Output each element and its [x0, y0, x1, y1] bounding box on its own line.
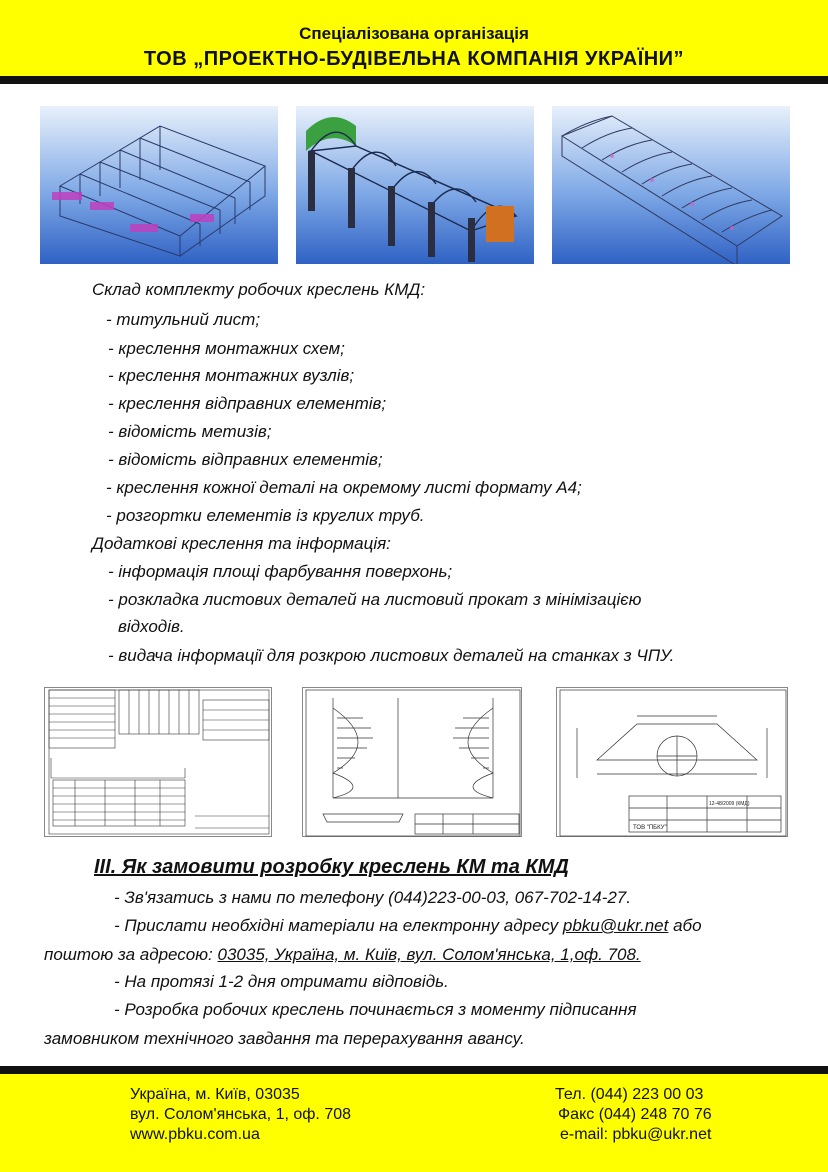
footer-address-line-1: Україна, м. Київ, 03035 — [130, 1086, 300, 1103]
header-banner — [0, 0, 828, 84]
additional-item: - розкладка листових деталей на листовий прокат з мінімізацією — [108, 590, 642, 609]
footer-website-link[interactable]: www.pbku.com.ua — [130, 1126, 260, 1143]
drawing-stamp-code: 12-48/2009 (КМД) — [709, 801, 750, 807]
composition-item: - відомість відправних елементів; — [108, 450, 383, 469]
composition-item: - розгортки елементів із круглих труб. — [106, 506, 425, 525]
additional-item: - інформація площі фарбування поверхонь; — [108, 562, 453, 581]
composition-item: - креслення відправних елементів; — [108, 394, 387, 413]
email-link[interactable]: pbku@ukr.net — [562, 916, 669, 935]
composition-heading: Склад комплекту робочих креслень КМД: — [92, 280, 426, 299]
drawing-thumbnail-2 — [302, 687, 522, 837]
order-line-response: - На протязі 1-2 дня отримати відповідь. — [114, 972, 449, 991]
render-image-2 — [296, 106, 534, 264]
order-line-start-continuation: замовником технічного завдання та перерахування авансу. — [44, 1029, 525, 1048]
order-email-suffix: або — [668, 916, 702, 935]
order-line-address — [44, 945, 641, 965]
postal-address: 03035, Україна, м. Київ, вул. Солом'янська, 1,оф. 708. — [217, 945, 641, 964]
header-title: ТОВ „ПРОЕКТНО-БУДІВЕЛЬНА КОМПАНІЯ УКРАЇНИ” — [143, 48, 685, 70]
render-image-3 — [552, 106, 790, 264]
drawing-thumbnail-1 — [44, 687, 272, 837]
footer-fax: Факс (044) 248 70 76 — [558, 1106, 712, 1123]
composition-item: - креслення кожної деталі на окремому листі формату А4; — [106, 478, 582, 497]
composition-item: - титульний лист; — [106, 310, 261, 329]
additional-item: - видача інформації для розкрою листових деталей на станках з ЧПУ. — [108, 646, 675, 665]
footer-address-line-2: вул. Солом'янська, 1, оф. 708 — [130, 1106, 352, 1123]
footer-banner — [0, 1066, 828, 1172]
composition-item: - відомість метизів; — [108, 422, 272, 441]
footer-phone: Тел. (044) 223 00 03 — [555, 1086, 704, 1103]
drawing-thumbnail-3 — [556, 687, 788, 837]
order-line-start: - Розробка робочих креслень починається з моменту підписання — [114, 1000, 637, 1019]
composition-item: - креслення монтажних схем; — [108, 339, 345, 358]
footer-email-link[interactable]: e-mail: pbku@ukr.net — [560, 1126, 712, 1143]
render-image-1 — [40, 106, 278, 264]
header-subtitle: Спеціалізована організація — [299, 24, 529, 43]
composition-item: - креслення монтажних вузлів; — [108, 366, 355, 385]
order-section-title: ІІІ. Як замовити розробку креслень КМ та КМД — [94, 856, 569, 878]
order-email-prefix: - Прислати необхідні матеріали на електронну адресу — [114, 916, 563, 935]
drawing-stamp-text: ТОВ "ПБКУ" — [633, 825, 667, 831]
additional-heading: Додаткові креслення та інформація: — [92, 534, 391, 553]
order-line-email — [114, 916, 702, 936]
order-address-prefix: поштою за адресою: — [44, 945, 218, 964]
additional-item-continuation: відходів. — [118, 617, 185, 636]
order-line-phone: - Зв'язатись з нами по телефону (044)223-00-03, 067-702-14-27. — [114, 888, 631, 907]
